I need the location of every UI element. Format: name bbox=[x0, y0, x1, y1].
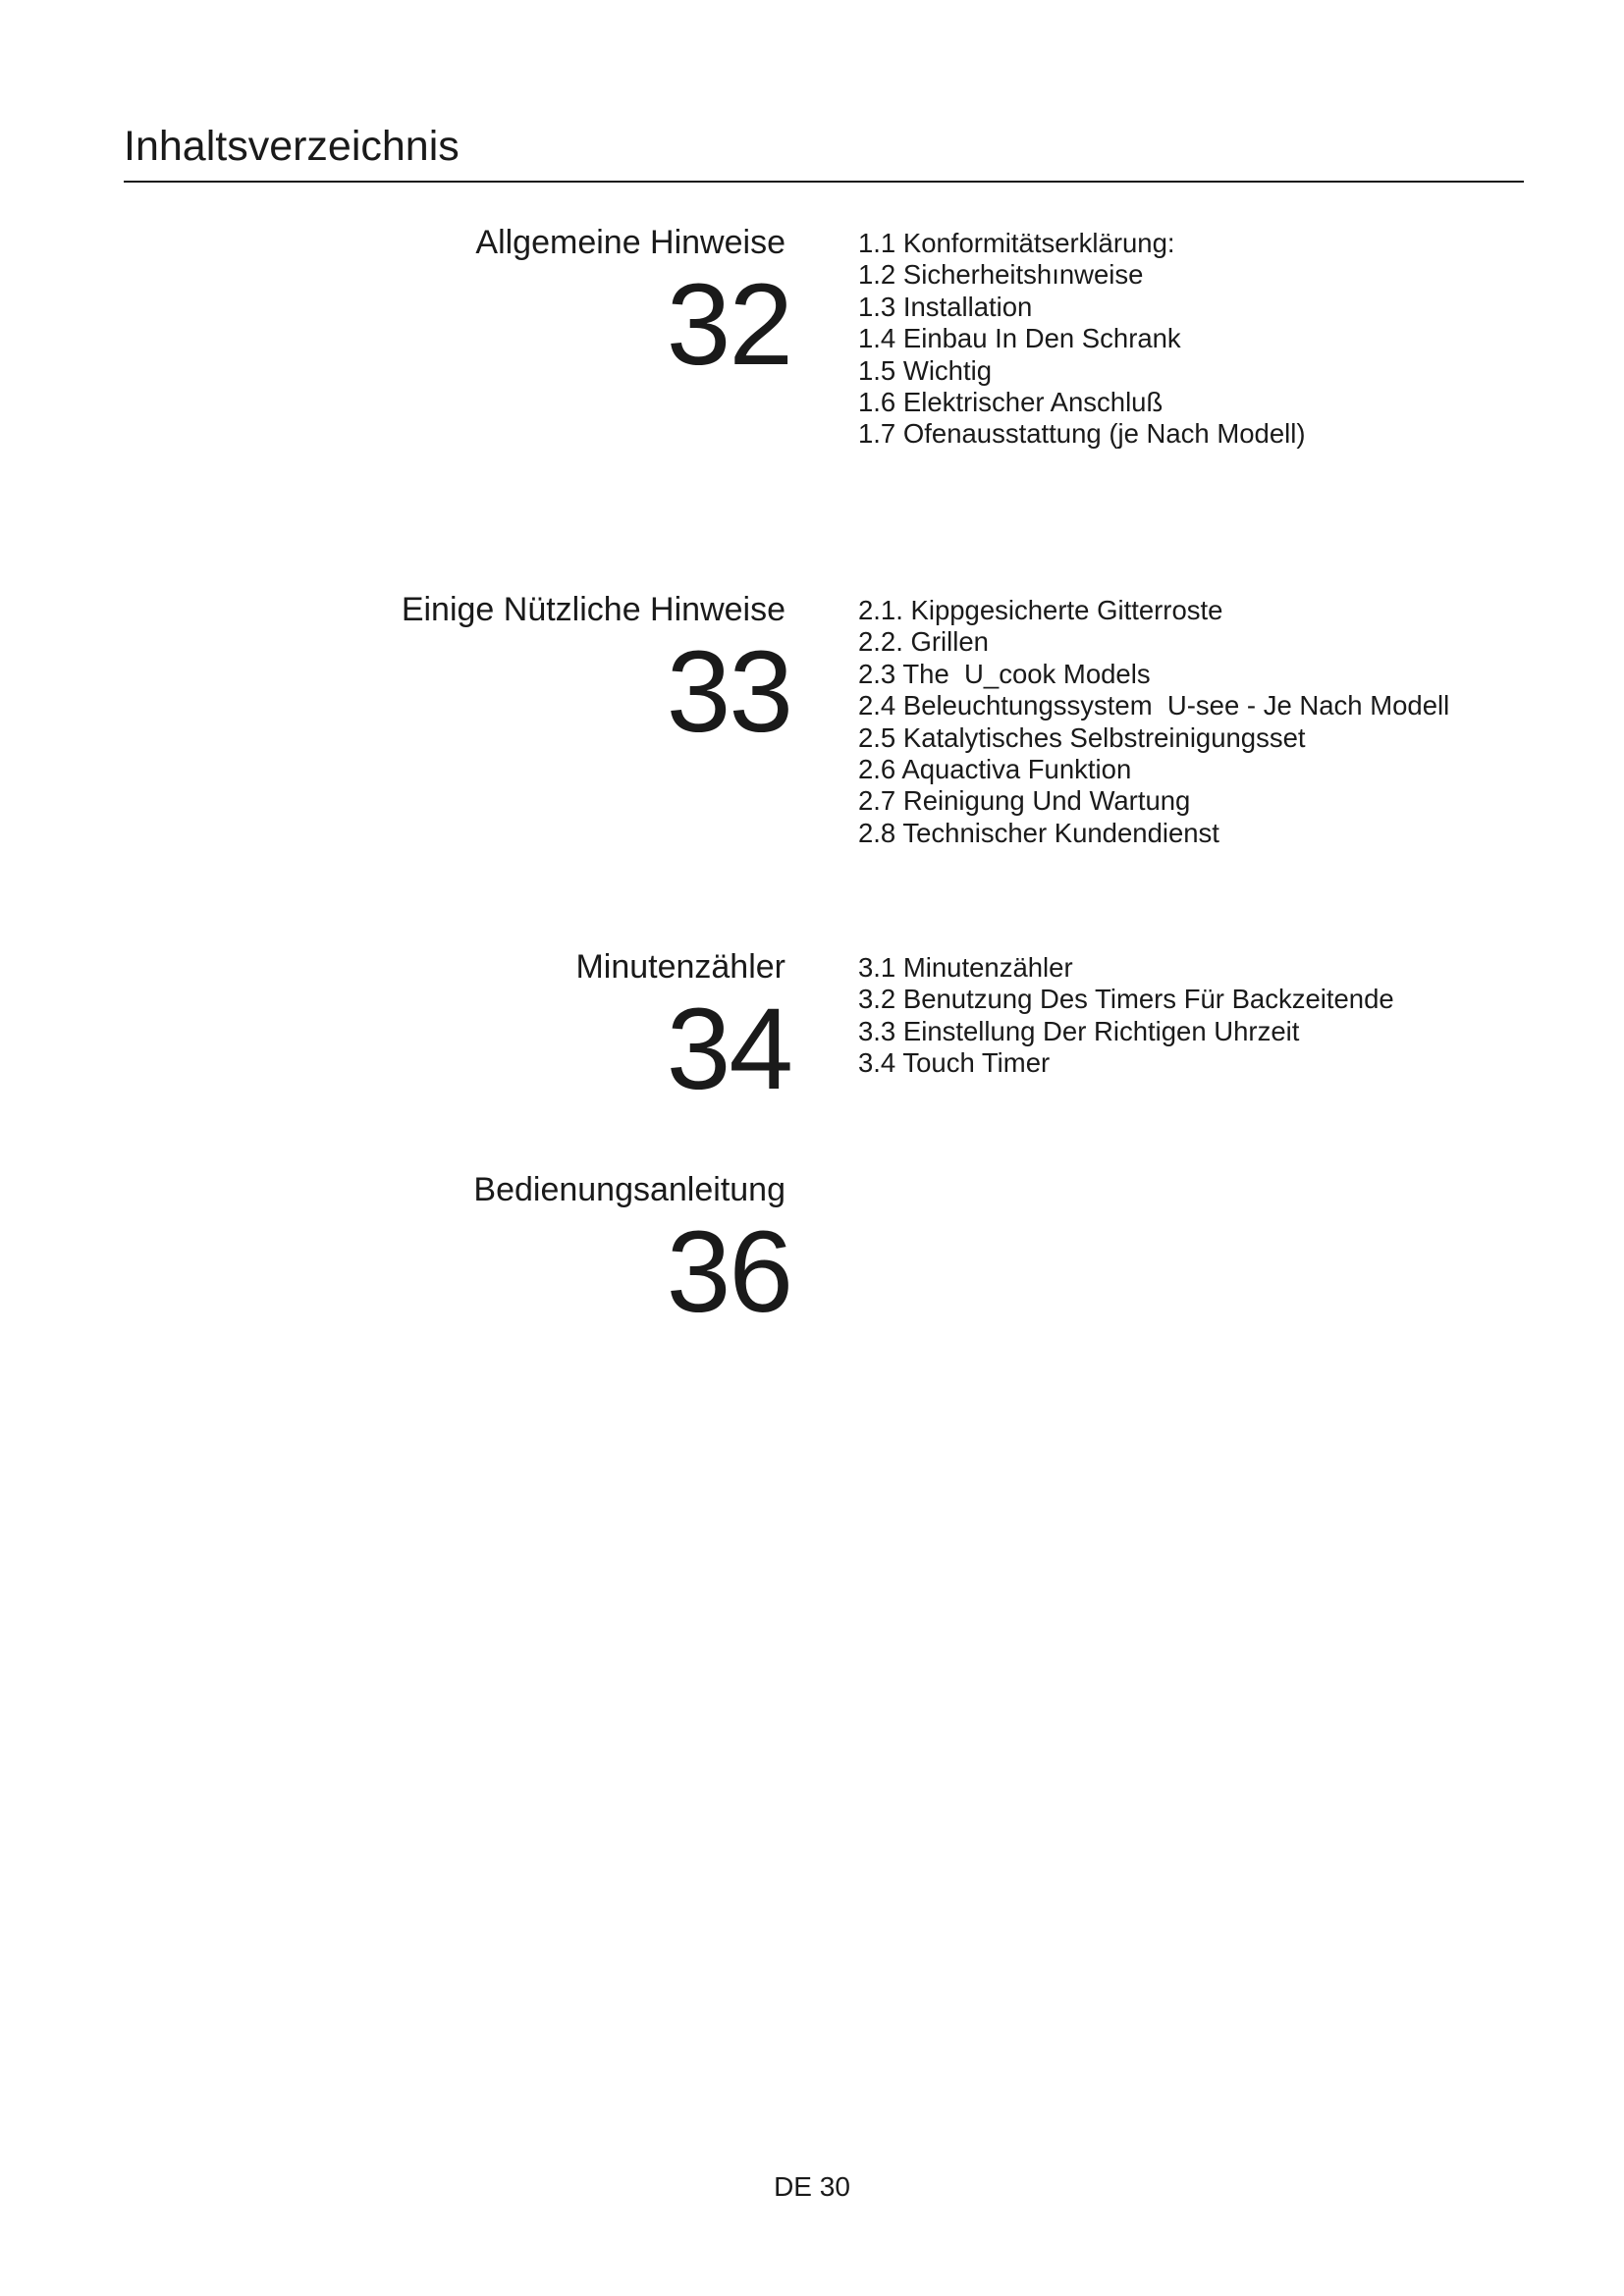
section-page-number[interactable]: 33 bbox=[666, 627, 791, 757]
page-title: Inhaltsverzeichnis bbox=[124, 123, 460, 170]
toc-entry[interactable]: 2.7 Reinigung Und Wartung bbox=[858, 785, 1191, 817]
toc-entry[interactable]: 2.2. Grillen bbox=[858, 626, 989, 658]
section-title[interactable]: Minutenzähler bbox=[575, 948, 785, 986]
toc-entry[interactable]: 2.5 Katalytisches Selbstreinigungsset bbox=[858, 721, 1306, 753]
toc-entry[interactable]: 1.5 Wichtig bbox=[858, 354, 993, 386]
section-title[interactable]: Einige Nützliche Hinweise bbox=[401, 591, 785, 628]
section-heading-block bbox=[196, 224, 791, 390]
toc-entry[interactable]: 1.7 Ofenausstattung (je Nach Modell) bbox=[858, 418, 1306, 450]
toc-entry[interactable]: 2.8 Technischer Kundendienst bbox=[858, 817, 1219, 848]
section-page-number[interactable]: 32 bbox=[666, 260, 791, 390]
toc-entry[interactable]: 1.2 Sicherheitshınweise bbox=[858, 259, 1144, 291]
toc-entry[interactable]: 3.4 Touch Timer bbox=[858, 1047, 1051, 1079]
toc-entry[interactable]: 2.4 Beleuchtungssystem U-see - Je Nach Modell bbox=[858, 690, 1450, 721]
heading-divider bbox=[124, 181, 1524, 183]
section-heading-block bbox=[196, 948, 791, 1114]
section-page-number[interactable]: 34 bbox=[666, 985, 791, 1114]
toc-entry[interactable]: 3.3 Einstellung Der Richtigen Uhrzeit bbox=[858, 1015, 1300, 1046]
section-item-list bbox=[858, 595, 1449, 849]
section-heading-block bbox=[196, 1171, 791, 1337]
toc-entry[interactable]: 2.3 The U_cook Models bbox=[858, 658, 1151, 689]
toc-entry[interactable]: 1.3 Installation bbox=[858, 291, 1033, 322]
section-item-list bbox=[858, 228, 1306, 451]
toc-entry[interactable]: 1.1 Konformitätserklärung: bbox=[858, 228, 1175, 258]
toc-entry[interactable]: 1.6 Elektrischer Anschluß bbox=[858, 387, 1164, 418]
page-number-footer: DE 30 bbox=[774, 2171, 850, 2202]
toc-entry[interactable]: 3.2 Benutzung Des Timers Für Backzeitende bbox=[858, 984, 1394, 1015]
toc-entry[interactable]: 2.6 Aquactiva Funktion bbox=[858, 754, 1132, 785]
section-title[interactable]: Bedienungsanleitung bbox=[473, 1171, 785, 1208]
section-page-number[interactable]: 36 bbox=[666, 1207, 791, 1337]
toc-entry[interactable]: 3.1 Minutenzähler bbox=[858, 952, 1073, 983]
toc-entry[interactable]: 1.4 Einbau In Den Schrank bbox=[858, 323, 1181, 354]
toc-entry[interactable]: 2.1. Kippgesicherte Gitterroste bbox=[858, 595, 1223, 625]
section-heading-block bbox=[196, 591, 791, 757]
section-item-list bbox=[858, 952, 1394, 1080]
section-title[interactable]: Allgemeine Hinweise bbox=[475, 224, 785, 261]
